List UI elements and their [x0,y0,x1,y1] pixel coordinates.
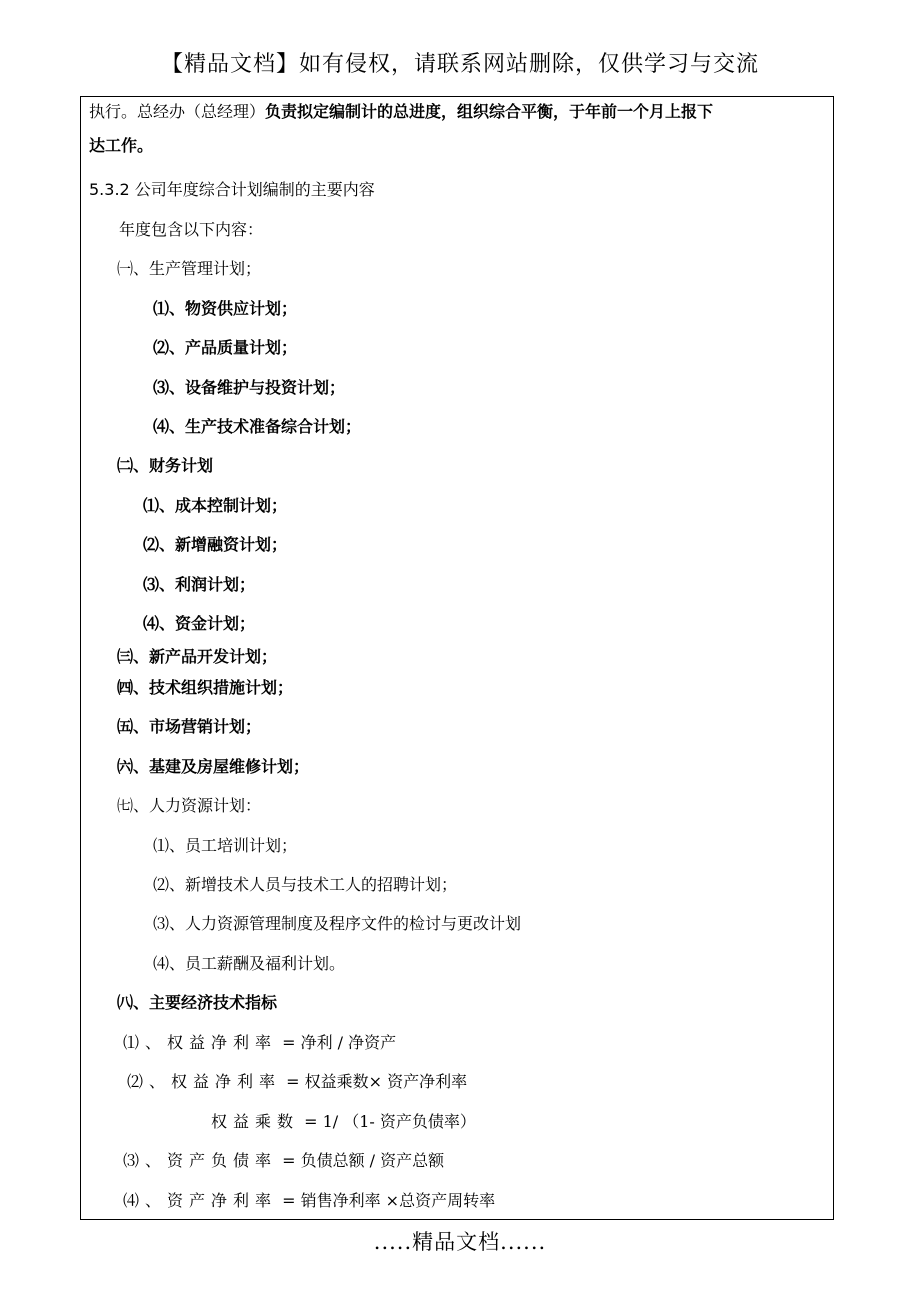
section-intro: 年度包含以下内容： [119,220,264,239]
formula-roa-expr: = 销售净利率 ×总资产周转率 [277,1191,496,1210]
list-item-construction: ㈥、基建及房屋维修计划； [117,757,310,776]
formula-debt-ratio-label: ⑶、资产负债率 [123,1151,278,1170]
formula-roe-expr: = 净利 / 净资产 [277,1033,397,1052]
list-item-hr-plan: ㈦、人力资源计划： [117,796,262,815]
list-item-capital: ⑷、资金计划； [143,614,256,633]
list-item-recruitment: ⑵、新增技术人员与技术工人的招聘计划； [153,875,458,894]
list-item-hr-system: ⑶、人力资源管理制度及程序文件的检讨与更改计划 [153,914,522,933]
list-item-product-quality: ⑵、产品质量计划； [153,338,298,357]
list-item-compensation: ⑷、员工薪酬及福利计划。 [153,954,346,973]
formula-equity-multiplier-label: 权益乘数 [211,1112,300,1131]
section-heading: 5.3.2 公司年度综合计划编制的主要内容 [89,180,375,199]
intro-text-b: 负责拟定编制计的总进度，组织综合平衡，于年前一个月上报下 [265,102,714,121]
intro-paragraph-line1 [89,101,713,123]
list-item-tech-prep: ⑷、生产技术准备综合计划； [153,417,362,436]
formula-roe-label: ⑴、权益净利率 [123,1033,278,1052]
list-item-financing: ⑵、新增融资计划； [143,535,288,554]
formula-roe-dupont-label: ⑵、权益净利率 [127,1072,282,1091]
list-item-equipment: ⑶、设备维护与投资计划； [153,378,346,397]
page-footer: .....精品文档...... [373,1230,547,1254]
formula-debt-ratio [123,1150,444,1172]
list-item-profit: ⑶、利润计划； [143,575,256,594]
list-item-cost-control: ⑴、成本控制计划； [143,496,288,515]
formula-roe-dupont-expr: = 权益乘数× 资产净利率 [281,1072,468,1091]
formula-equity-multiplier [211,1111,476,1133]
formula-roa [123,1190,495,1212]
formula-debt-ratio-expr: = 负债总额 / 资产总额 [277,1151,445,1170]
list-item-tech-measures: ㈣、技术组织措施计划； [117,678,294,697]
intro-paragraph-line2: 达工作。 [89,136,154,155]
formula-roe [123,1032,396,1054]
list-item-material-supply: ⑴、物资供应计划； [153,299,298,318]
list-item-training: ⑴、员工培训计划； [153,836,298,855]
formula-roe-dupont [127,1071,467,1093]
formula-roa-label: ⑷、资产净利率 [123,1191,278,1210]
page-header: 【精品文档】如有侵权，请联系网站删除，仅供学习与交流 [160,52,759,77]
formula-equity-multiplier-expr: = 1/ （1- 资产负债率） [299,1112,476,1131]
list-item-marketing: ㈤、市场营销计划； [117,717,262,736]
list-item-new-product: ㈢、新产品开发计划； [117,647,278,666]
list-item-finance-plan: ㈡、财务计划 [117,456,214,475]
document-frame [80,96,834,1220]
intro-text-a: 执行。总经办（总经理） [89,102,266,121]
list-item-indicators: ㈧、主要经济技术指标 [117,993,278,1012]
list-item-production-plan: ㈠、生产管理计划； [117,259,262,278]
